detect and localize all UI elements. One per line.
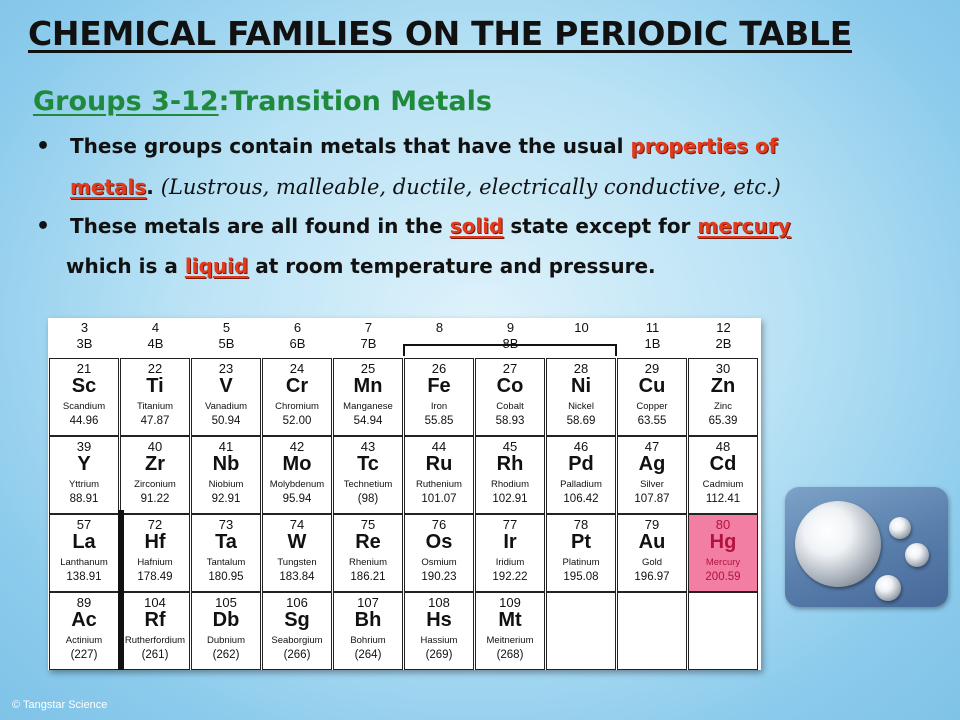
empty-cell bbox=[546, 592, 616, 670]
element-cell bbox=[262, 514, 332, 592]
bullet-2-line-2 bbox=[66, 254, 656, 278]
element-symbol: Ti bbox=[146, 375, 164, 397]
atomic-number: 75 bbox=[360, 517, 376, 532]
bullet-2-line-1 bbox=[70, 214, 791, 238]
bullet-1-examples: (Lustrous, malleable, ductile, electrically conductive, etc.) bbox=[160, 175, 781, 199]
element-symbol: V bbox=[219, 375, 233, 397]
element-name: Dubnium bbox=[206, 635, 246, 646]
atomic-number: 89 bbox=[76, 595, 92, 610]
element-name: Palladium bbox=[560, 479, 602, 490]
element-name: Mercury bbox=[705, 557, 741, 568]
element-symbol: Pt bbox=[571, 531, 591, 553]
atomic-mass: 178.49 bbox=[137, 571, 173, 583]
small-mercury-drop bbox=[905, 543, 929, 567]
heading-name: Transition Metals bbox=[229, 86, 492, 117]
element-cell bbox=[688, 436, 758, 514]
element-symbol: Hs bbox=[426, 609, 452, 631]
atomic-number: 48 bbox=[715, 439, 731, 454]
element-cell bbox=[191, 358, 261, 436]
element-name: Rhodium bbox=[490, 479, 530, 490]
atomic-mass: 92.91 bbox=[211, 493, 241, 505]
section-heading bbox=[33, 86, 492, 117]
element-symbol: Tc bbox=[357, 453, 379, 475]
element-cell bbox=[688, 514, 758, 592]
group-class: 1B bbox=[644, 336, 661, 351]
answer-properties-of: properties of bbox=[630, 134, 778, 158]
element-cell bbox=[546, 436, 616, 514]
atomic-mass: 192.22 bbox=[492, 571, 528, 583]
atomic-mass: (266) bbox=[283, 649, 311, 661]
atomic-mass: 180.95 bbox=[208, 571, 244, 583]
element-name: Copper bbox=[636, 401, 668, 412]
bullet-2-text-c: which is a bbox=[66, 254, 185, 278]
element-symbol: Sc bbox=[71, 375, 97, 397]
atomic-mass: 63.55 bbox=[637, 415, 667, 427]
atomic-mass: (98) bbox=[357, 493, 379, 505]
atomic-number: 72 bbox=[147, 517, 163, 532]
atomic-number: 30 bbox=[715, 361, 731, 376]
element-symbol: Hf bbox=[144, 531, 166, 553]
element-name: Manganese bbox=[343, 401, 393, 412]
element-name: Platinum bbox=[562, 557, 600, 568]
atomic-mass: 101.07 bbox=[421, 493, 457, 505]
answer-solid: solid bbox=[449, 214, 504, 238]
element-name: Gold bbox=[641, 557, 663, 568]
atomic-mass: 102.91 bbox=[492, 493, 528, 505]
element-name: Vanadium bbox=[204, 401, 248, 412]
atomic-number: 47 bbox=[644, 439, 660, 454]
element-cell bbox=[475, 358, 545, 436]
atomic-number: 44 bbox=[431, 439, 447, 454]
group-class: 5B bbox=[218, 336, 235, 351]
atomic-number: 23 bbox=[218, 361, 234, 376]
element-name: Rutherfordium bbox=[124, 635, 186, 646]
element-cell bbox=[404, 358, 474, 436]
answer-mercury: mercury bbox=[697, 214, 791, 238]
group-label bbox=[404, 320, 475, 336]
element-cell bbox=[262, 592, 332, 670]
atomic-mass: 106.42 bbox=[563, 493, 599, 505]
atomic-number: 80 bbox=[715, 517, 731, 532]
element-cell bbox=[333, 592, 403, 670]
atomic-number: 104 bbox=[144, 595, 166, 610]
element-cell bbox=[688, 358, 758, 436]
element-symbol: Db bbox=[212, 609, 240, 631]
element-name: Nickel bbox=[568, 401, 594, 412]
element-cell bbox=[191, 436, 261, 514]
group-number: 12 bbox=[716, 320, 731, 335]
atomic-number: 76 bbox=[431, 517, 447, 532]
copyright-credit: © Tangstar Science bbox=[12, 699, 108, 711]
transition-metals-table bbox=[48, 318, 761, 670]
element-symbol: La bbox=[72, 531, 96, 553]
atomic-number: 29 bbox=[644, 361, 660, 376]
group-label bbox=[49, 320, 120, 352]
bullet-2-text-b: state except for bbox=[503, 214, 698, 238]
empty-cell bbox=[688, 592, 758, 670]
group-class: 3B bbox=[76, 336, 93, 351]
atomic-mass: (268) bbox=[496, 649, 524, 661]
atomic-mass: 183.84 bbox=[279, 571, 315, 583]
element-symbol: Cd bbox=[709, 453, 737, 475]
element-symbol: Sg bbox=[284, 609, 310, 631]
atomic-mass: 58.69 bbox=[566, 415, 596, 427]
atomic-mass: 58.93 bbox=[495, 415, 525, 427]
slide-title: CHEMICAL FAMILIES ON THE PERIODIC TABLE bbox=[28, 14, 852, 53]
atomic-mass: 52.00 bbox=[282, 415, 312, 427]
element-cell bbox=[333, 358, 403, 436]
mercury-droplets-image bbox=[785, 487, 948, 607]
element-cell bbox=[191, 514, 261, 592]
group-label bbox=[688, 320, 759, 352]
group-8b-bracket bbox=[403, 344, 617, 356]
element-cell bbox=[475, 514, 545, 592]
element-symbol: W bbox=[287, 531, 307, 553]
element-name: Iron bbox=[430, 401, 448, 412]
atomic-mass: (227) bbox=[70, 649, 98, 661]
element-cell bbox=[546, 514, 616, 592]
group-label bbox=[546, 320, 617, 336]
atomic-mass: 112.41 bbox=[705, 493, 741, 505]
group-label bbox=[617, 320, 688, 352]
element-name: Scandium bbox=[62, 401, 106, 412]
element-symbol: Hg bbox=[709, 531, 737, 553]
atomic-number: 28 bbox=[573, 361, 589, 376]
group-class: 7B bbox=[360, 336, 377, 351]
bullet-1-text: These groups contain metals that have the usual bbox=[70, 134, 631, 158]
element-cell bbox=[333, 436, 403, 514]
element-name: Titanium bbox=[136, 401, 174, 412]
element-name: Osmium bbox=[421, 557, 457, 568]
element-symbol: Cu bbox=[638, 375, 666, 397]
bullet-1-line-1 bbox=[70, 134, 777, 158]
group-class: 4B bbox=[147, 336, 164, 351]
atomic-mass: (261) bbox=[141, 649, 169, 661]
element-symbol: Pd bbox=[568, 453, 594, 475]
small-mercury-drop bbox=[875, 575, 901, 601]
element-cell bbox=[49, 592, 119, 670]
element-name: Zinc bbox=[714, 401, 732, 412]
atomic-number: 39 bbox=[76, 439, 92, 454]
element-name: Seaborgium bbox=[271, 635, 323, 646]
element-name: Tungsten bbox=[277, 557, 317, 568]
element-cell bbox=[404, 514, 474, 592]
element-symbol: Bh bbox=[354, 609, 382, 631]
atomic-number: 45 bbox=[502, 439, 518, 454]
atomic-number: 46 bbox=[573, 439, 589, 454]
element-name: Lanthanum bbox=[60, 557, 108, 568]
atomic-number: 40 bbox=[147, 439, 163, 454]
atomic-mass: 88.91 bbox=[69, 493, 99, 505]
element-name: Hafnium bbox=[137, 557, 173, 568]
atomic-mass: 190.23 bbox=[421, 571, 457, 583]
element-symbol: Ru bbox=[425, 453, 453, 475]
element-cell bbox=[617, 514, 687, 592]
atomic-mass: 91.22 bbox=[140, 493, 170, 505]
atomic-number: 106 bbox=[286, 595, 308, 610]
element-symbol: Ta bbox=[215, 531, 237, 553]
answer-metals: metals bbox=[70, 175, 147, 199]
atomic-mass: 107.87 bbox=[634, 493, 670, 505]
group-number: 9 bbox=[506, 320, 515, 335]
element-name: Cadmium bbox=[702, 479, 744, 490]
atomic-number: 41 bbox=[218, 439, 234, 454]
large-mercury-drop bbox=[795, 501, 881, 587]
atomic-mass: 44.96 bbox=[69, 415, 99, 427]
element-name: Niobium bbox=[208, 479, 244, 490]
atomic-mass: 200.59 bbox=[705, 571, 741, 583]
element-symbol: Y bbox=[77, 453, 91, 475]
atomic-mass: 50.94 bbox=[211, 415, 241, 427]
element-symbol: Mo bbox=[282, 453, 312, 475]
element-cell bbox=[262, 436, 332, 514]
heading-groups: Groups 3-12 bbox=[33, 86, 219, 117]
element-cell bbox=[49, 514, 119, 592]
bullet-1-period: . bbox=[146, 175, 161, 199]
element-name: Meitnerium bbox=[486, 635, 534, 646]
atomic-number: 78 bbox=[573, 517, 589, 532]
element-symbol: Ac bbox=[71, 609, 97, 631]
element-name: Silver bbox=[640, 479, 664, 490]
empty-cell bbox=[617, 592, 687, 670]
element-symbol: Rf bbox=[144, 609, 166, 631]
element-cell bbox=[120, 358, 190, 436]
element-cell bbox=[617, 436, 687, 514]
atomic-mass: 54.94 bbox=[353, 415, 383, 427]
element-cell bbox=[191, 592, 261, 670]
element-symbol: Ni bbox=[571, 375, 591, 397]
element-name: Bohrium bbox=[350, 635, 386, 646]
element-name: Tantalum bbox=[206, 557, 246, 568]
atomic-number: 73 bbox=[218, 517, 234, 532]
element-symbol: Rh bbox=[496, 453, 524, 475]
element-cell bbox=[546, 358, 616, 436]
element-symbol: Cr bbox=[285, 375, 309, 397]
atomic-mass: 95.94 bbox=[282, 493, 312, 505]
element-name: Yttrium bbox=[68, 479, 100, 490]
element-name: Cobalt bbox=[496, 401, 524, 412]
element-name: Hassium bbox=[420, 635, 458, 646]
element-cell bbox=[617, 358, 687, 436]
bullet-2-marker: • bbox=[36, 214, 51, 239]
lanthanide-divider bbox=[118, 510, 124, 670]
atomic-number: 42 bbox=[289, 439, 305, 454]
atomic-number: 105 bbox=[215, 595, 237, 610]
atomic-number: 79 bbox=[644, 517, 660, 532]
element-name: Chromium bbox=[275, 401, 319, 412]
element-name: Technetium bbox=[343, 479, 393, 490]
atomic-number: 26 bbox=[431, 361, 447, 376]
element-name: Iridium bbox=[495, 557, 525, 568]
element-cell bbox=[120, 436, 190, 514]
element-symbol: Re bbox=[355, 531, 381, 553]
element-cell bbox=[404, 436, 474, 514]
element-symbol: Ag bbox=[638, 453, 666, 475]
group-label bbox=[191, 320, 262, 352]
element-name: Ruthenium bbox=[416, 479, 462, 490]
element-symbol: Ir bbox=[503, 531, 517, 553]
group-number: 5 bbox=[222, 320, 231, 335]
atomic-number: 25 bbox=[360, 361, 376, 376]
element-cell bbox=[120, 514, 190, 592]
group-number: 8 bbox=[435, 320, 444, 335]
group-class: 6B bbox=[289, 336, 306, 351]
element-cell bbox=[120, 592, 190, 670]
element-symbol: Fe bbox=[427, 375, 451, 397]
atomic-mass: 138.91 bbox=[66, 571, 102, 583]
element-cell bbox=[262, 358, 332, 436]
atomic-number: 109 bbox=[499, 595, 521, 610]
element-symbol: Nb bbox=[212, 453, 240, 475]
atomic-mass: (264) bbox=[354, 649, 382, 661]
atomic-mass: 47.87 bbox=[140, 415, 170, 427]
group-class: 8B bbox=[502, 336, 519, 351]
atomic-mass: (269) bbox=[425, 649, 453, 661]
group-number: 7 bbox=[364, 320, 373, 335]
heading-colon: : bbox=[218, 86, 230, 117]
element-name: Zirconium bbox=[134, 479, 176, 490]
atomic-mass: 186.21 bbox=[350, 571, 386, 583]
atomic-number: 27 bbox=[502, 361, 518, 376]
group-number: 4 bbox=[151, 320, 160, 335]
group-label bbox=[333, 320, 404, 352]
element-symbol: Mn bbox=[353, 375, 383, 397]
small-mercury-drop bbox=[889, 517, 911, 539]
atomic-number: 43 bbox=[360, 439, 376, 454]
element-symbol: Zn bbox=[710, 375, 736, 397]
atomic-mass: 196.97 bbox=[634, 571, 670, 583]
atomic-number: 57 bbox=[76, 517, 92, 532]
group-number: 3 bbox=[80, 320, 89, 335]
atomic-number: 74 bbox=[289, 517, 305, 532]
element-cell bbox=[49, 436, 119, 514]
element-symbol: Mt bbox=[498, 609, 522, 631]
element-symbol: Os bbox=[425, 531, 453, 553]
element-symbol: Co bbox=[496, 375, 524, 397]
element-name: Actinium bbox=[65, 635, 103, 646]
bullet-1-line-2 bbox=[70, 175, 781, 199]
group-number: 6 bbox=[293, 320, 302, 335]
atomic-mass: (262) bbox=[212, 649, 240, 661]
atomic-mass: 195.08 bbox=[563, 571, 599, 583]
bullet-2-text-a: These metals are all found in the bbox=[70, 214, 450, 238]
atomic-number: 77 bbox=[502, 517, 518, 532]
atomic-mass: 65.39 bbox=[708, 415, 738, 427]
atomic-number: 21 bbox=[76, 361, 92, 376]
atomic-number: 24 bbox=[289, 361, 305, 376]
element-symbol: Zr bbox=[145, 453, 165, 475]
element-symbol: Au bbox=[638, 531, 666, 553]
group-number: 10 bbox=[574, 320, 589, 335]
answer-liquid: liquid bbox=[184, 254, 249, 278]
atomic-mass: 55.85 bbox=[424, 415, 454, 427]
atomic-number: 108 bbox=[428, 595, 450, 610]
element-cell bbox=[475, 592, 545, 670]
element-cell bbox=[49, 358, 119, 436]
element-cell bbox=[333, 514, 403, 592]
group-class: 2B bbox=[715, 336, 732, 351]
element-cell bbox=[404, 592, 474, 670]
group-label bbox=[262, 320, 333, 352]
bullet-1-marker: • bbox=[36, 134, 51, 159]
atomic-number: 22 bbox=[147, 361, 163, 376]
group-label bbox=[120, 320, 191, 352]
atomic-number: 107 bbox=[357, 595, 379, 610]
group-number: 11 bbox=[645, 320, 660, 335]
element-name: Rhenium bbox=[348, 557, 388, 568]
element-name: Molybdenum bbox=[269, 479, 325, 490]
bullet-2-text-d: at room temperature and pressure. bbox=[248, 254, 656, 278]
element-cell bbox=[475, 436, 545, 514]
